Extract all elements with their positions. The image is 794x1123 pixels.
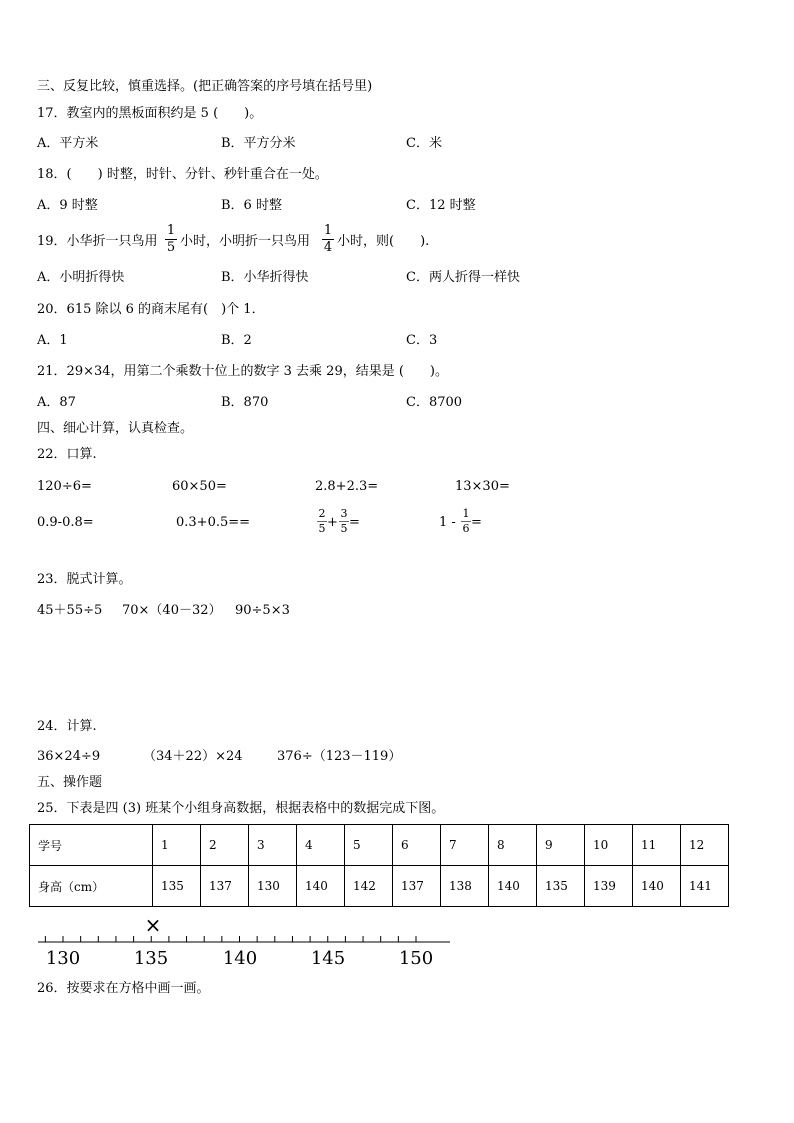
oral-calc-8-equals: = — [471, 515, 482, 530]
calc-24-3: 376÷（123－119） — [277, 749, 402, 764]
oral-calc-4: 13×30= — [455, 479, 510, 494]
table-cell: 139 — [585, 866, 633, 907]
question-20: 20．615 除以 6 的商末尾有( )个 1． — [37, 302, 265, 317]
option-21-c: C．8700 — [406, 395, 463, 410]
table-cell: 137 — [201, 866, 249, 907]
table-cell: 140 — [297, 866, 345, 907]
step-calc-3: 90÷5×3 — [235, 603, 290, 618]
question-23-label: 23．脱式计算。 — [37, 572, 132, 587]
table-cell: 10 — [585, 825, 633, 866]
option-20-b: B．2 — [221, 333, 252, 348]
question-19-prefix: 19．小华折一只鸟用 — [37, 234, 158, 249]
option-17-b: B．平方分米 — [221, 136, 296, 151]
question-19-suffix: 小时，则( ). — [337, 234, 430, 249]
fraction-one-sixth: 1 6 — [462, 507, 470, 535]
table-cell: 130 — [249, 866, 297, 907]
fraction-three-fifths: 3 5 — [340, 507, 348, 535]
option-19-b: B．小华折得快 — [221, 270, 309, 285]
table-cell: 141 — [681, 866, 729, 907]
table-cell: 2 — [201, 825, 249, 866]
fraction-one-fifth: 1 5 — [166, 223, 176, 255]
table-cell: 3 — [249, 825, 297, 866]
table-cell: 135 — [153, 866, 201, 907]
table-cell: 12 — [681, 825, 729, 866]
table-cell: 5 — [345, 825, 393, 866]
table-cell: 140 — [489, 866, 537, 907]
option-17-c: C．米 — [406, 136, 442, 151]
table-header-id: 学号 — [30, 825, 153, 866]
oral-calc-7-equals: = — [349, 515, 360, 530]
number-line — [0, 912, 794, 972]
axis-label: 135 — [133, 948, 169, 969]
fraction-one-fourth: 1 4 — [323, 223, 333, 255]
option-17-a: A．平方米 — [37, 136, 99, 151]
table-cell: 7 — [441, 825, 489, 866]
table-cell: 9 — [537, 825, 585, 866]
axis-label: 140 — [222, 948, 258, 969]
question-26-label: 26．按要求在方格中画一画。 — [37, 981, 210, 996]
table-cell: 140 — [633, 866, 681, 907]
fraction-two-fifths: 2 5 — [318, 507, 326, 535]
table-cell: 4 — [297, 825, 345, 866]
option-18-c: C．12 时整 — [406, 198, 476, 213]
axis-label: 130 — [45, 948, 81, 969]
question-18: 18．( ) 时整，时针、分针、秒针重合在一处。 — [37, 167, 328, 182]
question-19-middle: 小时，小明折一只鸟用 — [180, 234, 311, 249]
oral-calc-7-plus: + — [327, 515, 338, 530]
calc-24-2: （34＋22）×24 — [143, 749, 243, 764]
option-20-c: C．3 — [406, 333, 438, 348]
number-line-marker: × — [144, 913, 162, 937]
table-cell: 137 — [393, 866, 441, 907]
option-21-b: B．870 — [221, 395, 269, 410]
option-19-c: C．两人折得一样快 — [406, 270, 520, 285]
axis-label: 145 — [310, 948, 346, 969]
question-24-label: 24．计算. — [37, 719, 97, 734]
question-21: 21．29×34，用第二个乘数十位上的数字 3 去乘 29，结果是 ( )。 — [37, 364, 449, 379]
table-cell: 138 — [441, 866, 489, 907]
option-18-a: A．9 时整 — [37, 198, 98, 213]
oral-calc-1: 120÷6= — [37, 479, 92, 494]
oral-calc-8-prefix: 1 - — [439, 515, 456, 530]
question-22-label: 22．口算. — [37, 447, 97, 462]
section-4-heading: 四、细心计算，认真检查。 — [37, 421, 194, 436]
section-5-heading: 五、操作题 — [37, 775, 103, 790]
table-cell: 6 — [393, 825, 441, 866]
calc-24-1: 36×24÷9 — [37, 749, 101, 764]
axis-label: 150 — [398, 948, 434, 969]
question-17: 17．教室内的黑板面积约是 5 ( )。 — [37, 106, 263, 121]
option-18-b: B．6 时整 — [221, 198, 282, 213]
step-calc-1: 45＋55÷5 — [37, 603, 103, 618]
table-row-id — [30, 825, 729, 866]
option-20-a: A．1 — [37, 333, 68, 348]
oral-calc-5: 0.9-0.8= — [37, 515, 94, 530]
question-25-label: 25．下表是四 (3) 班某个小组身高数据，根据表格中的数据完成下图。 — [37, 801, 445, 816]
oral-calc-3: 2.8+2.3= — [315, 479, 379, 494]
table-cell: 135 — [537, 866, 585, 907]
option-21-a: A．87 — [37, 395, 76, 410]
section-3-heading: 三、反复比较，慎重选择。(把正确答案的序号填在括号里) — [37, 79, 373, 94]
oral-calc-6: 0.3+0.5== — [176, 515, 251, 530]
table-cell: 8 — [489, 825, 537, 866]
step-calc-2: 70×（40－32） — [122, 603, 222, 618]
table-cell: 1 — [153, 825, 201, 866]
height-data-table — [29, 824, 729, 907]
option-19-a: A．小明折得快 — [37, 270, 125, 285]
table-cell: 142 — [345, 866, 393, 907]
table-row-height — [30, 866, 729, 907]
oral-calc-2: 60×50= — [172, 479, 227, 494]
number-line-ticks — [45, 936, 416, 942]
table-header-height: 身高（cm） — [30, 866, 153, 907]
table-cell: 11 — [633, 825, 681, 866]
